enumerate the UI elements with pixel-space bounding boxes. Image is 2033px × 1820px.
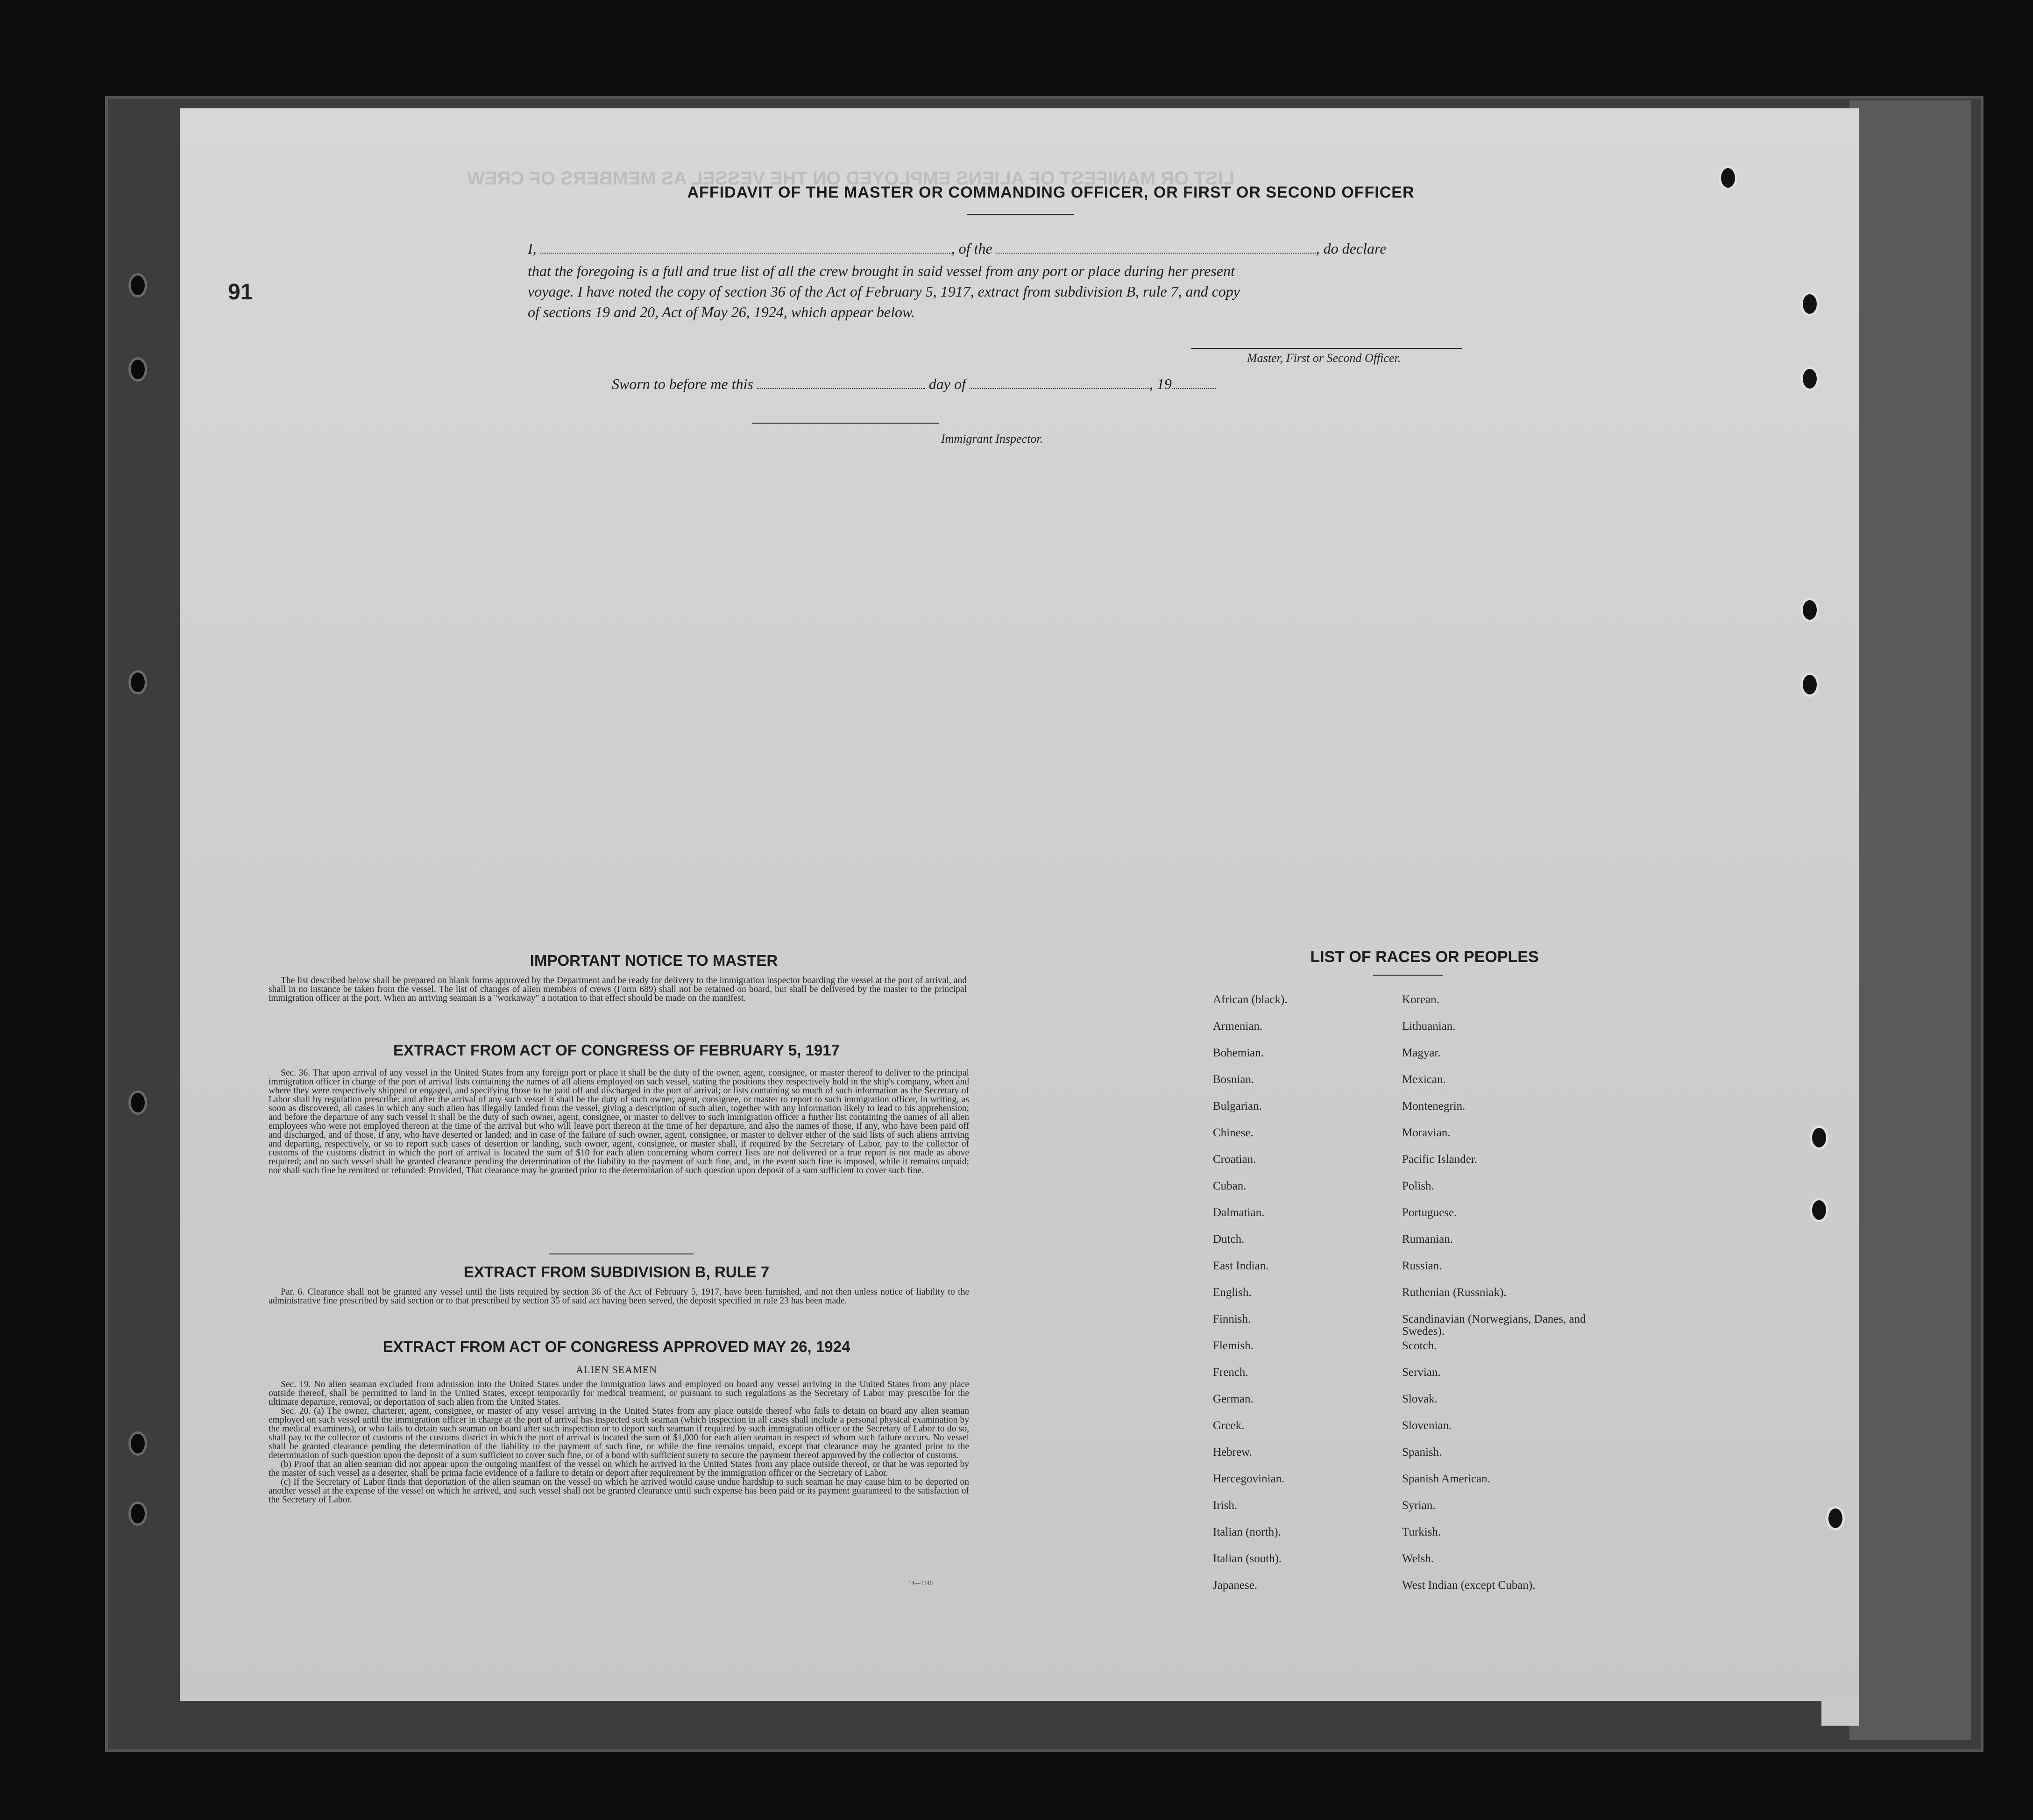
notice-body: The list described below shall be prepared on blank forms approved by the Department and be ready for delivery to the immigration inspector boarding the vessel at the port of arrival, and shall in no instance be taken from the vessel. The list of changes of alien members of crews (Form 689) shall not be retained on board, but shall be delivered by the master to the principal immigration officer at the port. When an arriving seaman is a "workaway" a notation to that effect should be made on the manifest.: [269, 976, 967, 1003]
race-item: East Indian.: [1213, 1260, 1269, 1272]
extract-1924-title: EXTRACT FROM ACT OF CONGRESS APPROVED MAY 26, 1924: [383, 1338, 850, 1355]
sworn-prefix: Sworn to before me this: [612, 375, 753, 392]
sworn-year-blank[interactable]: [1172, 374, 1216, 389]
backing-board-edge: [1849, 100, 1971, 1740]
race-item: Rumanian.: [1402, 1233, 1453, 1246]
race-item: Polish.: [1402, 1180, 1434, 1192]
race-item: Pacific Islander.: [1402, 1153, 1478, 1166]
race-item: Armenian.: [1213, 1020, 1263, 1033]
race-item: Hebrew.: [1213, 1446, 1252, 1459]
race-item: Flemish.: [1213, 1339, 1254, 1352]
race-item: Slovak.: [1402, 1393, 1438, 1405]
race-item: German.: [1213, 1393, 1254, 1405]
affidavit-title-rule: [967, 214, 1074, 215]
punch-hole-right-8: [1826, 1506, 1845, 1530]
sworn-day-blank[interactable]: [757, 374, 925, 389]
race-item: Finnish.: [1213, 1313, 1251, 1325]
races-title-rule: [1373, 975, 1443, 976]
sworn-year: , 19: [1149, 375, 1172, 392]
race-item: Turkish.: [1402, 1526, 1441, 1538]
race-item: Japanese.: [1213, 1579, 1258, 1592]
master-signature-label: Master, First or Second Officer.: [1247, 351, 1401, 365]
race-item: French.: [1213, 1366, 1248, 1379]
race-item: English.: [1213, 1286, 1252, 1299]
race-item: Scandinavian (Norwegians, Danes, and Swedes).: [1402, 1313, 1586, 1338]
master-signature-line[interactable]: [1191, 348, 1462, 349]
races-left-column: [1213, 994, 1288, 1606]
sworn-month-blank[interactable]: [970, 374, 1149, 389]
inspector-signature-line[interactable]: [752, 423, 939, 424]
race-item: Dalmatian.: [1213, 1206, 1265, 1219]
sec-20a: Sec. 20. (a) The owner, charterer, agent, consignee, or master of any vessel arriving in the United States from any place outside thereof who fails to detain on board any alien seaman employed on such vessel until the immigration officer in charge at the port of arrival has inspected such seaman (which inspection in all cases shall include a personal physical examination by the medical examiners), or who fails to detain such seaman on board after such inspection or to deport such seaman if required by such immigration officer or the Secretary of Labor to do so, shall pay to the collector of customs of the customs district in which the port of arrival is located the sum of $1,000 for each alien seaman in respect of whom such failure occurs. No vessel shall be granted clearance pending the determination of the liability to the payment of such fine, or while the fine remains unpaid, except that clearance may be granted prior to the determination of such question upon the deposit of a sum sufficient to cover such fine, or of a bond with sufficient surety to secure the payment thereof approved by the collector of customs.: [269, 1406, 969, 1460]
punch-hole-right-6: [1810, 1126, 1828, 1150]
race-item: Bohemian.: [1213, 1047, 1264, 1059]
affidavit-line-2: that the foregoing is a full and true list of all the crew brought in said vessel from any port or place during her present: [528, 262, 1235, 279]
bleed-through-header: LIST OR MANIFEST OF ALIENS EMPLOYED ON THE VESSEL AS MEMBERS OF CREW: [467, 168, 1235, 189]
punch-hole-left-3: [128, 670, 147, 694]
race-item: Mexican.: [1402, 1073, 1446, 1086]
races-right-column: [1402, 994, 1598, 1606]
race-item: Lithuanian.: [1402, 1020, 1456, 1033]
race-item: Russian.: [1402, 1260, 1442, 1272]
punch-hole-left-4: [128, 1091, 147, 1115]
extract-1917-body: Sec. 36. That upon arrival of any vessel in the United States from any foreign port or place it shall be the duty of the owner, agent, consignee, or master thereof to deliver to the principal immigration officer in charge of the port of arrival lists containing the names of all aliens employed on such vessel, stating the positions they respectively hold in the ship's company, when and where they were respectively shipped or engaged, and specifying those to be paid off and discharged in the port of arrival; or lists containing so much of such information as the Secretary of Labor shall by regulation prescribe; and after the arrival of any such vessel it shall be the duty of such owner, agent, consignee, or master to report to such immigration officer, in writing, as soon as discovered, all cases in which any such alien has illegally landed from the vessel, giving a description of such alien, together with any information likely to lead to his apprehension; and before the departure of any such vessel it shall be the duty of such owner, agent, consignee, or master to deliver to such immigration officer a further list containing the names of all alien employees who were not employed thereon at the time of the arrival but who will leave port thereon at the time of her departure, and also the names of those, if any, who have been paid off and discharged, and of those, if any, who have deserted or landed; and in case of the failure of such owner, agent, consignee, or master to deliver either of the said lists of such aliens arriving and departing, respectively, or so to report such cases of desertion or landing, such owner, agent, consignee, or master shall, if required by the Secretary of Labor, pay to the collector of customs of the customs district in which the port of arrival is located the sum of $10 for each alien concerning whom correct lists are not delivered or a true report is not made as above required; and no such vessel shall be granted clearance pending the determination of the liability to the payment of such fine, and, in the event such fine is imposed, while it remains unpaid; nor shall such fine be remitted or refunded: Provided, That clearance may be granted prior to the determination of such question upon deposit of a sum sufficient to cover such fine.: [269, 1068, 969, 1176]
race-item: African (black).: [1213, 993, 1288, 1006]
subdivision-b-title: EXTRACT FROM SUBDIVISION B, RULE 7: [463, 1263, 770, 1281]
section-divider-1: [549, 1253, 694, 1254]
sec-20c: (c) If the Secretary of Labor finds that deportation of the alien seaman on the vessel on which he arrived would cause undue hardship to such seaman he may cause him to be deported on another vessel at the expense of the vessel on which he arrived, and such vessel shall not be granted clearance until such expense has been paid or its payment guaranteed to the satisfaction of the Secretary of Labor.: [269, 1477, 969, 1505]
race-item: Servian.: [1402, 1366, 1441, 1379]
affidavit-line-3: voyage. I have noted the copy of section 36 of the Act of February 5, 1917, extract from subdivision B, rule 7, and copy: [528, 283, 1240, 300]
punch-hole-left-1: [128, 273, 147, 297]
form-number: 14—1340: [908, 1579, 933, 1586]
sworn-line: [612, 374, 1583, 394]
punch-hole-left-5: [128, 1431, 147, 1456]
race-item: Portuguese.: [1402, 1206, 1457, 1219]
sec-20b: (b) Proof that an alien seaman did not appear upon the outgoing manifest of the vessel on which he arrived in the United States from any place outside thereof, or that he was reported by the master of such vessel as a deserter, shall be prima facie evidence of a failure to detain or deport after requirement by the immigration officer or the Secretary of Labor.: [269, 1459, 969, 1478]
race-item: Greek.: [1213, 1419, 1245, 1432]
race-item: Korean.: [1402, 993, 1439, 1006]
sec-19: Sec. 19. No alien seaman excluded from admission into the United States under the immigration laws and employed on board any vessel arriving in the United States from any place outside thereof, shall be permitted to land in the United States, except temporarily for medical treatment, or pursuant to such regulations as the Secretary of Labor may prescribe for the ultimate departure, removal, or deportation of such alien from the United States.: [269, 1380, 969, 1407]
inspector-label: Immigrant Inspector.: [941, 432, 1043, 446]
affidavit-do-declare: , do declare: [1316, 240, 1387, 257]
punch-hole-left-6: [128, 1501, 147, 1526]
alien-seamen-subtitle: ALIEN SEAMEN: [576, 1364, 657, 1375]
race-item: Hercegovinian.: [1213, 1473, 1285, 1485]
side-number: 91: [228, 280, 253, 305]
race-item: Syrian.: [1402, 1499, 1436, 1512]
punch-hole-right-4: [1800, 598, 1819, 622]
race-item: Irish.: [1213, 1499, 1238, 1512]
affidavit-line-1: [528, 238, 1499, 259]
race-item: West Indian (except Cuban).: [1402, 1579, 1536, 1592]
race-item: Spanish.: [1402, 1446, 1442, 1459]
race-item: Italian (south).: [1213, 1552, 1282, 1565]
race-item: Cuban.: [1213, 1180, 1247, 1192]
races-title: LIST OF RACES OR PEOPLES: [1310, 948, 1539, 966]
affidavit-of-the: , of the: [951, 240, 992, 257]
extract-1917-title: EXTRACT FROM ACT OF CONGRESS OF FEBRUARY 5, 1917: [393, 1041, 840, 1059]
punch-hole-right-5: [1800, 673, 1819, 697]
punch-hole-right-7: [1810, 1198, 1828, 1222]
race-item: Spanish American.: [1402, 1473, 1490, 1485]
race-item: Slovenian.: [1402, 1419, 1452, 1432]
punch-hole-right-2: [1800, 292, 1819, 316]
race-item: Dutch.: [1213, 1233, 1245, 1246]
punch-hole-right-3: [1800, 367, 1819, 391]
vessel-blank[interactable]: [996, 239, 1316, 254]
race-item: Bulgarian.: [1213, 1100, 1262, 1112]
race-item: Italian (north).: [1213, 1526, 1281, 1538]
punch-hole-left-2: [128, 357, 147, 382]
race-item: Moravian.: [1402, 1126, 1451, 1139]
race-item: Scotch.: [1402, 1339, 1437, 1352]
subdivision-b-body: Par. 6. Clearance shall not be granted any vessel until the lists required by section 36 of the Act of February 5, 1917, have been furnished, and not then unless notice of liability to the administrative fine prescribed by said section or to that prescribed by section 35 of said act having been served, the deposit specified in rule 23 has been made.: [269, 1287, 969, 1306]
race-item: Chinese.: [1213, 1126, 1254, 1139]
race-item: Magyar.: [1402, 1047, 1441, 1059]
sworn-day-of: day of: [928, 375, 966, 392]
extract-1924-body: [269, 1380, 969, 1504]
race-item: Croatian.: [1213, 1153, 1256, 1166]
race-item: Welsh.: [1402, 1552, 1434, 1565]
punch-hole-right-1: [1719, 166, 1737, 190]
race-item: Ruthenian (Russniak).: [1402, 1286, 1507, 1299]
affidavit-title: AFFIDAVIT OF THE MASTER OR COMMANDING OFFICER, OR FIRST OR SECOND OFFICER: [687, 184, 1415, 201]
affidavit-i: I,: [528, 240, 537, 257]
affidavit-line-4: of sections 19 and 20, Act of May 26, 1924, which appear below.: [528, 304, 915, 320]
race-item: Montenegrin.: [1402, 1100, 1466, 1112]
notice-title: IMPORTANT NOTICE TO MASTER: [530, 952, 778, 969]
name-blank[interactable]: [540, 239, 951, 254]
race-item: Bosnian.: [1213, 1073, 1254, 1086]
